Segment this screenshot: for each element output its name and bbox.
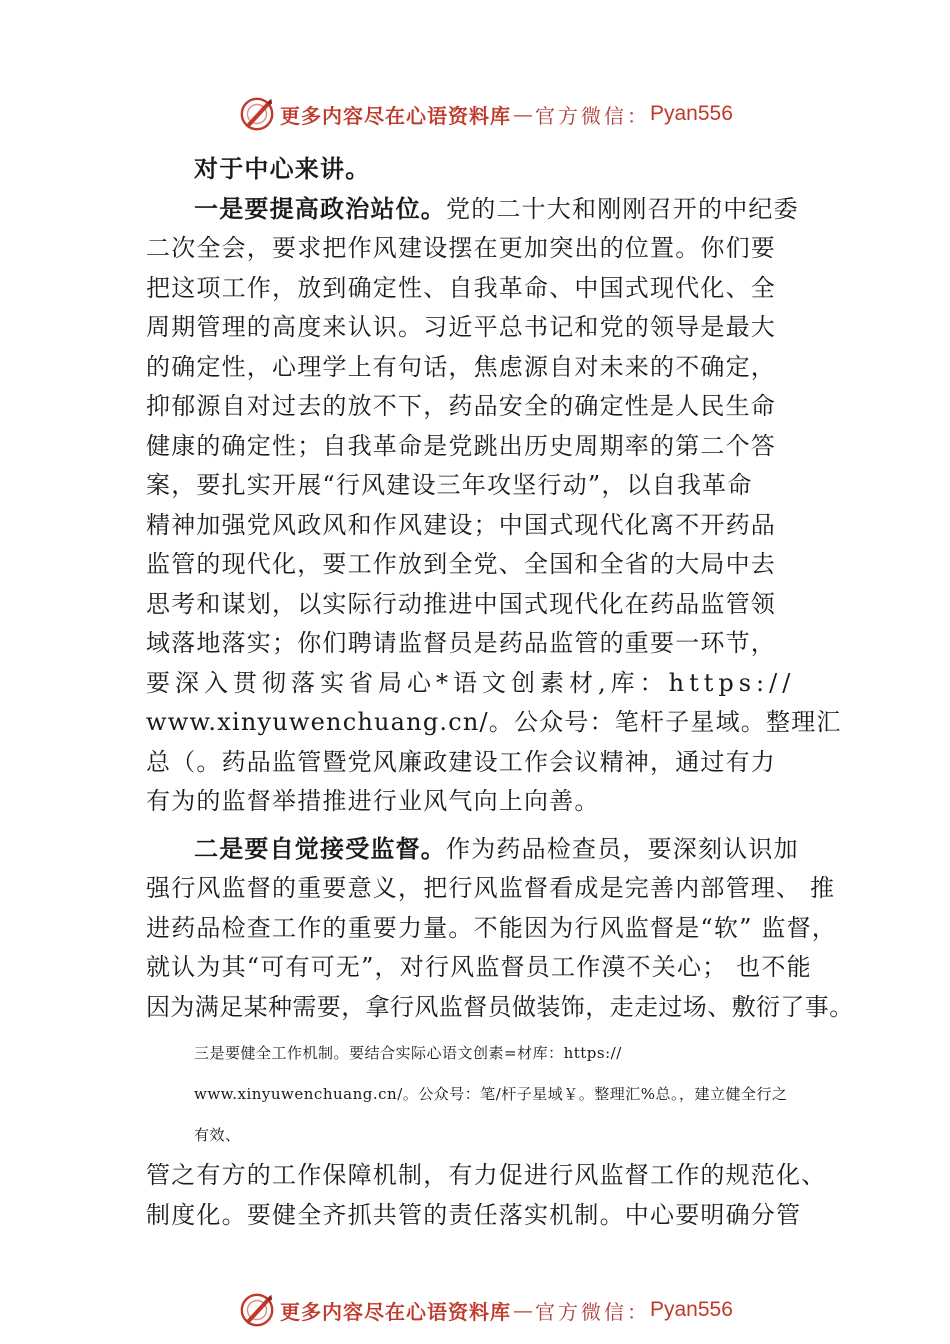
paragraph-2 <box>146 830 854 1028</box>
paragraph-line: 精神加强党风政风和作风建设；中国式现代化离不开药品 <box>146 510 776 539</box>
paragraph-line: 管之有方的工作保障机制，有力促进行风监督工作的规范化、 <box>146 1161 827 1189</box>
paragraph-line: 健康的确定性；自我革命是党跳出历史周期率的第二个答 <box>146 431 776 460</box>
paragraph-line: 思考和谋划，以实际行动推进中国式现代化在药品监管领 <box>146 589 776 618</box>
small-line: www.xinyuwenchuang.cn/。公众号：笔/杆子星域￥。整理汇%总。，建立健全行之 <box>194 1085 788 1103</box>
watermark-main-text: 更多内容尽在心语资料库 <box>280 103 511 128</box>
paragraph-line: 制度化。要健全齐抓共管的责任落实机制。中心要明确分管 <box>146 1200 802 1229</box>
paragraph-line: 周期管理的高度来认识。习近平总书记和党的领导是最大 <box>146 313 776 341</box>
paragraph-3-small <box>146 1033 814 1156</box>
paragraph-line: 因为满足某种需要，拿行风监督员做装饰，走走过场、敷衍了事。 <box>146 992 854 1021</box>
pen-logo-icon <box>238 1291 276 1329</box>
pen-logo-icon <box>238 95 276 133</box>
paragraph-line: 的确定性，心理学上有句话，焦虑源自对未来的不确定， <box>146 352 776 381</box>
watermark-tail-text: 官方微信： <box>535 103 650 128</box>
paragraph-2-lead: 二是要自觉接受监督。 <box>194 834 446 863</box>
paragraph-line: 有为的监督举措推进行业风气向上向善。 <box>146 787 600 815</box>
paragraph-line: 案，要扎实开展“行风建设三年攻坚行动”，以自我革命 <box>146 471 753 499</box>
paragraph-line: 要深入贯彻落实省局心*语文创素材,库：https:// <box>146 668 796 697</box>
paragraph-line: 监管的现代化，要工作放到全党、全国和全省的大局中去 <box>146 550 776 578</box>
small-line: 有效、 <box>194 1126 241 1144</box>
paragraph-1-first-text: 党的二十大和刚刚召开的中纪委 <box>446 194 799 223</box>
paragraph-line: 域落地落实；你们聘请监督员是药品监管的重要一环节， <box>146 629 776 657</box>
watermark-wechat-id: Pyan556 <box>650 102 733 125</box>
paragraph-3 <box>146 1156 827 1235</box>
paragraph-line: 二次全会，要求把作风建设摆在更加突出的位置。你们要 <box>146 234 776 262</box>
paragraph-line: 把这项工作，放到确定性、自我革命、中国式现代化、全 <box>146 273 776 302</box>
paragraph-line: 就认为其“可有可无”，对行风监督员工作漠不关心； 也不能 <box>146 953 812 981</box>
paragraph-line: 抑郁源自对过去的放不下，药品安全的确定性是人民生命 <box>146 392 776 420</box>
paragraph-line: www.xinyuwenchuang.cn/。公众号：笔杆子星域。整理汇 <box>146 708 842 736</box>
paragraph-line: 强行风监督的重要意义，把行风监督看成是完善内部管理、 推 <box>146 874 836 902</box>
watermark-tail-text: 官方微信： <box>535 1299 650 1324</box>
section-heading: 对于中心来讲。 <box>194 155 371 183</box>
watermark-wechat-id: Pyan556 <box>650 1298 733 1321</box>
watermark-main-text: 更多内容尽在心语资料库 <box>280 1299 511 1324</box>
watermark-footer <box>238 1290 733 1330</box>
small-line: 三是要健全工作机制。要结合实际心语文创素=材库：https:// <box>194 1044 622 1062</box>
paragraph-2-first-text: 作为药品检查员，要深刻认识加 <box>446 834 799 863</box>
paragraph-line: 进药品检查工作的重要力量。不能因为行风监督是“软” 监督， <box>146 913 837 942</box>
watermark-dash: — <box>513 102 533 126</box>
document-body <box>146 150 854 1235</box>
paragraph-1-first-line <box>146 190 814 230</box>
paragraph-line: 总（。药品监管暨党风廉政建设工作会议精神，通过有力 <box>146 747 776 776</box>
watermark-header <box>238 94 733 134</box>
watermark-dash: — <box>513 1298 533 1322</box>
paragraph-1 <box>146 190 842 822</box>
paragraph-1-lead: 一是要提高政治站位。 <box>194 194 446 223</box>
paragraph-2-first-line <box>146 830 814 870</box>
